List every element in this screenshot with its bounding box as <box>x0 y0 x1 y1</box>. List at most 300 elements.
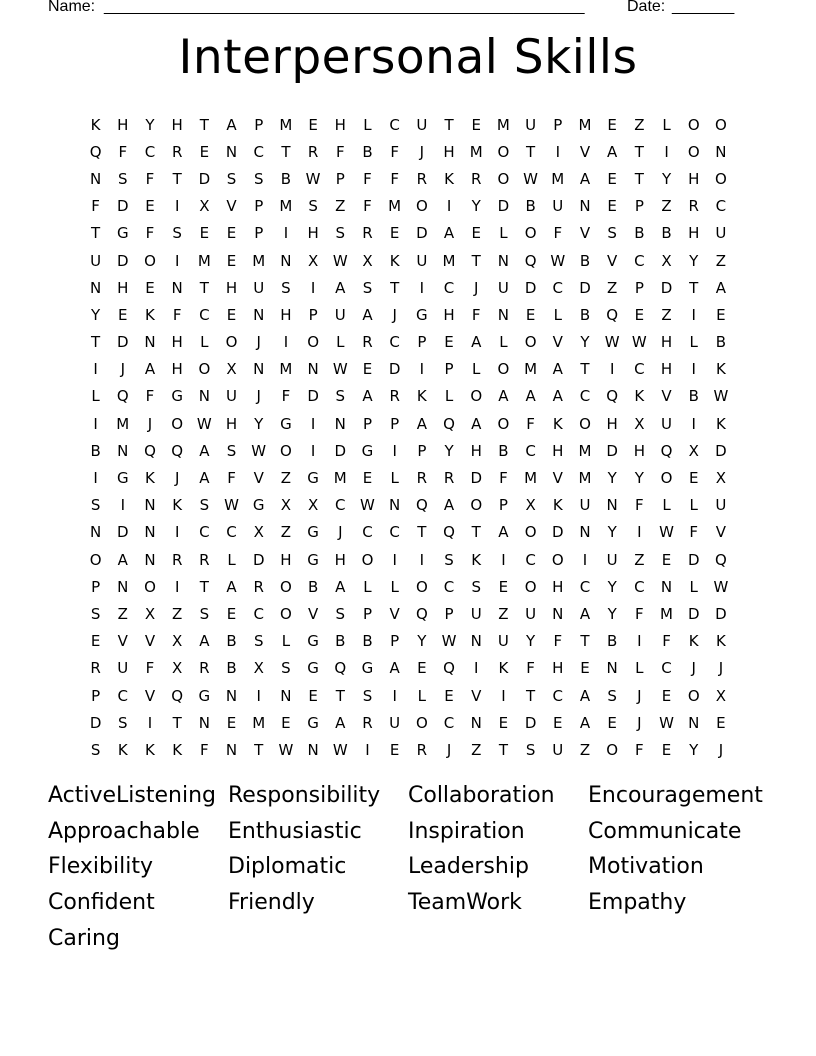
grid-letter[interactable]: A <box>362 305 373 324</box>
grid-letter[interactable]: A <box>335 577 346 596</box>
grid-letter[interactable]: E <box>145 197 155 216</box>
grid-letter[interactable]: P <box>308 305 318 324</box>
grid-letter[interactable]: U <box>253 278 265 297</box>
grid-letter[interactable]: B <box>362 142 373 161</box>
grid-letter[interactable]: E <box>716 305 726 324</box>
grid-letter[interactable]: H <box>307 224 319 243</box>
grid-letter[interactable]: S <box>444 550 454 569</box>
grid-letter[interactable]: A <box>443 496 455 515</box>
grid-letter[interactable]: E <box>226 251 237 270</box>
grid-letter[interactable]: E <box>716 713 726 732</box>
grid-letter[interactable]: A <box>552 360 563 379</box>
grid-letter[interactable]: M <box>388 197 402 216</box>
grid-letter[interactable]: I <box>147 713 153 732</box>
grid-letter[interactable]: Q <box>443 414 455 433</box>
grid-letter[interactable]: N <box>117 441 129 460</box>
grid-letter[interactable]: O <box>470 496 483 515</box>
grid-letter[interactable]: N <box>253 360 265 379</box>
grid-letter[interactable]: Z <box>661 305 672 324</box>
grid-letter[interactable]: O <box>144 577 156 596</box>
grid-letter[interactable]: M <box>578 441 592 460</box>
grid-letter[interactable]: V <box>661 387 672 406</box>
grid-letter[interactable]: O <box>497 169 510 188</box>
grid-letter[interactable]: V <box>715 523 727 542</box>
grid-letter[interactable]: I <box>555 142 560 161</box>
grid-letter[interactable]: H <box>552 577 564 596</box>
grid-letter[interactable]: C <box>443 713 455 732</box>
grid-letter[interactable]: N <box>497 251 510 270</box>
grid-letter[interactable]: U <box>90 251 102 270</box>
grid-letter[interactable]: E <box>226 713 237 732</box>
grid-letter[interactable]: L <box>417 686 427 705</box>
grid-letter[interactable]: D <box>89 713 102 732</box>
grid-letter[interactable]: C <box>715 197 727 216</box>
grid-letter[interactable]: Z <box>715 251 727 270</box>
grid-letter[interactable]: T <box>91 333 101 352</box>
grid-letter[interactable]: A <box>335 278 346 297</box>
grid-letter[interactable]: H <box>117 115 129 134</box>
grid-letter[interactable]: H <box>280 550 292 569</box>
grid-letter[interactable]: R <box>253 577 264 596</box>
grid-letter[interactable]: J <box>474 278 479 297</box>
grid-letter[interactable]: Z <box>117 604 128 623</box>
grid-letter[interactable]: F <box>689 523 699 542</box>
grid-letter[interactable]: S <box>199 496 210 515</box>
grid-letter[interactable]: W <box>550 251 566 270</box>
grid-letter[interactable]: W <box>659 523 674 542</box>
grid-letter[interactable]: F <box>390 142 399 161</box>
grid-letter[interactable]: F <box>145 387 155 406</box>
grid-letter[interactable]: F <box>145 224 155 243</box>
grid-letter[interactable]: Z <box>498 604 509 623</box>
grid-letter[interactable]: B <box>661 224 672 243</box>
grid-letter[interactable]: E <box>362 469 373 488</box>
grid-letter[interactable]: B <box>634 224 645 243</box>
grid-letter[interactable]: X <box>715 686 727 705</box>
date-blank[interactable]: _______ <box>672 0 735 15</box>
grid-letter[interactable]: C <box>253 142 264 161</box>
grid-letter[interactable]: D <box>715 604 727 623</box>
grid-letter[interactable]: Y <box>689 740 699 759</box>
grid-letter[interactable]: F <box>363 197 372 216</box>
grid-letter[interactable]: K <box>145 469 155 488</box>
grid-letter[interactable]: R <box>90 659 101 678</box>
grid-letter[interactable]: S <box>253 169 264 188</box>
grid-letter[interactable]: E <box>145 278 155 297</box>
grid-letter[interactable]: Q <box>443 659 455 678</box>
grid-letter[interactable]: P <box>254 115 264 134</box>
grid-letter[interactable]: T <box>172 713 182 732</box>
grid-letter[interactable]: A <box>199 441 210 460</box>
grid-letter[interactable]: K <box>444 169 454 188</box>
grid-letter[interactable]: V <box>552 333 563 352</box>
grid-letter[interactable]: B <box>307 577 319 596</box>
grid-letter[interactable]: O <box>579 414 591 433</box>
grid-letter[interactable]: X <box>253 523 264 542</box>
grid-letter[interactable]: B <box>688 387 699 406</box>
grid-letter[interactable]: B <box>525 197 536 216</box>
grid-letter[interactable]: H <box>225 414 238 433</box>
grid-letter[interactable]: F <box>118 142 128 161</box>
grid-letter[interactable]: M <box>660 604 673 623</box>
grid-letter[interactable]: J <box>147 414 153 433</box>
grid-letter[interactable]: P <box>498 496 508 515</box>
grid-letter[interactable]: Y <box>417 632 427 651</box>
grid-letter[interactable]: P <box>444 604 454 623</box>
grid-letter[interactable]: C <box>579 387 591 406</box>
grid-letter[interactable]: S <box>118 713 128 732</box>
grid-letter[interactable]: G <box>307 713 319 732</box>
grid-letter[interactable]: M <box>578 115 592 134</box>
grid-letter[interactable]: I <box>392 686 397 705</box>
grid-letter[interactable]: K <box>552 414 563 433</box>
grid-letter[interactable]: F <box>526 659 535 678</box>
grid-letter[interactable]: L <box>553 305 562 324</box>
grid-letter[interactable]: R <box>471 169 482 188</box>
grid-letter[interactable]: I <box>609 360 615 379</box>
grid-letter[interactable]: F <box>390 169 399 188</box>
grid-letter[interactable]: W <box>305 169 321 188</box>
grid-letter[interactable]: J <box>174 469 180 488</box>
grid-letter[interactable]: H <box>470 441 482 460</box>
grid-letter[interactable]: I <box>419 550 425 569</box>
grid-letter[interactable]: C <box>443 577 455 596</box>
grid-letter[interactable]: C <box>199 523 210 542</box>
grid-letter[interactable]: B <box>607 632 618 651</box>
grid-letter[interactable]: E <box>444 686 454 705</box>
grid-letter[interactable]: T <box>417 523 427 542</box>
grid-letter[interactable]: X <box>715 469 727 488</box>
grid-letter[interactable]: X <box>634 414 645 433</box>
grid-letter[interactable]: Q <box>443 523 455 542</box>
grid-letter[interactable]: H <box>171 333 183 352</box>
grid-letter[interactable]: I <box>174 251 180 270</box>
grid-letter[interactable]: E <box>389 740 400 759</box>
grid-letter[interactable]: Y <box>607 469 617 488</box>
grid-letter[interactable]: K <box>172 740 183 759</box>
grid-letter[interactable]: G <box>361 441 374 460</box>
grid-letter[interactable]: H <box>633 441 645 460</box>
grid-letter[interactable]: W <box>360 496 375 515</box>
grid-letter[interactable]: O <box>715 115 727 134</box>
grid-letter[interactable]: A <box>579 604 591 623</box>
grid-letter[interactable]: E <box>607 169 617 188</box>
grid-letter[interactable]: C <box>525 550 536 569</box>
grid-letter[interactable]: A <box>471 414 482 433</box>
grid-letter[interactable]: C <box>579 577 591 596</box>
grid-letter[interactable]: F <box>200 740 209 759</box>
grid-letter[interactable]: I <box>419 278 425 297</box>
grid-letter[interactable]: Q <box>606 305 619 324</box>
grid-letter[interactable]: W <box>224 496 239 515</box>
grid-letter[interactable]: A <box>579 686 591 705</box>
grid-letter[interactable]: M <box>469 142 483 161</box>
grid-letter[interactable]: H <box>171 360 183 379</box>
grid-letter[interactable]: A <box>498 523 509 542</box>
grid-letter[interactable]: U <box>606 550 618 569</box>
grid-letter[interactable]: W <box>196 414 212 433</box>
grid-letter[interactable]: W <box>659 713 674 732</box>
grid-letter[interactable]: N <box>715 142 727 161</box>
grid-letter[interactable]: A <box>552 387 563 406</box>
grid-letter[interactable]: A <box>117 550 128 569</box>
grid-letter[interactable]: Y <box>91 305 101 324</box>
grid-letter[interactable]: P <box>417 333 427 352</box>
grid-letter[interactable]: P <box>91 577 101 596</box>
grid-letter[interactable]: O <box>551 550 564 569</box>
grid-letter[interactable]: J <box>718 740 724 759</box>
grid-letter[interactable]: N <box>225 142 238 161</box>
grid-letter[interactable]: K <box>145 740 155 759</box>
grid-letter[interactable]: H <box>443 142 455 161</box>
grid-letter[interactable]: T <box>91 224 101 243</box>
grid-letter[interactable]: E <box>226 224 237 243</box>
grid-letter[interactable]: A <box>498 387 509 406</box>
grid-letter[interactable]: R <box>416 169 428 188</box>
grid-letter[interactable]: A <box>362 387 373 406</box>
grid-letter[interactable]: O <box>687 115 700 134</box>
grid-letter[interactable]: I <box>93 469 98 488</box>
grid-letter[interactable]: J <box>718 659 724 678</box>
grid-letter[interactable]: B <box>226 632 237 651</box>
grid-letter[interactable]: O <box>361 550 374 569</box>
grid-letter[interactable]: G <box>307 659 319 678</box>
grid-letter[interactable]: T <box>689 278 699 297</box>
grid-letter[interactable]: F <box>499 469 508 488</box>
grid-letter[interactable]: D <box>117 197 129 216</box>
grid-letter[interactable]: J <box>392 305 397 324</box>
grid-letter[interactable]: N <box>253 305 265 324</box>
grid-letter[interactable]: U <box>525 604 537 623</box>
grid-letter[interactable]: N <box>144 333 156 352</box>
grid-letter[interactable]: H <box>117 278 129 297</box>
grid-letter[interactable]: G <box>198 686 211 705</box>
grid-letter[interactable]: T <box>634 142 644 161</box>
grid-letter[interactable]: W <box>713 387 729 406</box>
grid-letter[interactable]: B <box>280 169 292 188</box>
grid-letter[interactable]: S <box>90 496 101 515</box>
grid-letter[interactable]: E <box>417 659 427 678</box>
grid-letter[interactable]: O <box>171 414 184 433</box>
grid-letter[interactable]: E <box>580 659 590 678</box>
grid-letter[interactable]: O <box>280 577 292 596</box>
grid-letter[interactable]: I <box>637 523 642 542</box>
grid-letter[interactable]: P <box>444 360 454 379</box>
grid-letter[interactable]: F <box>91 197 100 216</box>
grid-letter[interactable]: Q <box>715 550 727 569</box>
grid-letter[interactable]: C <box>335 496 346 515</box>
grid-letter[interactable]: Y <box>634 469 644 488</box>
grid-letter[interactable]: I <box>283 224 289 243</box>
grid-letter[interactable]: I <box>93 414 98 433</box>
grid-letter[interactable]: A <box>199 632 210 651</box>
grid-letter[interactable]: O <box>307 333 319 352</box>
grid-letter[interactable]: X <box>144 604 156 623</box>
grid-letter[interactable]: O <box>524 523 537 542</box>
grid-letter[interactable]: E <box>90 632 101 651</box>
grid-letter[interactable]: O <box>715 169 727 188</box>
grid-letter[interactable]: I <box>283 333 289 352</box>
grid-letter[interactable]: K <box>552 496 563 515</box>
grid-letter[interactable]: D <box>687 550 700 569</box>
grid-letter[interactable]: K <box>715 632 726 651</box>
grid-letter[interactable]: L <box>363 115 372 134</box>
grid-letter[interactable]: E <box>308 115 318 134</box>
grid-letter[interactable]: C <box>634 360 645 379</box>
grid-letter[interactable]: U <box>497 632 509 651</box>
grid-letter[interactable]: N <box>579 523 591 542</box>
grid-letter[interactable]: N <box>579 197 591 216</box>
grid-letter[interactable]: H <box>688 224 700 243</box>
grid-letter[interactable]: L <box>499 333 508 352</box>
grid-letter[interactable]: I <box>310 441 316 460</box>
grid-letter[interactable]: J <box>637 713 642 732</box>
grid-letter[interactable]: C <box>253 604 264 623</box>
grid-letter[interactable]: E <box>661 686 672 705</box>
grid-letter[interactable]: P <box>362 604 372 623</box>
grid-letter[interactable]: C <box>443 278 455 297</box>
grid-letter[interactable]: W <box>251 441 267 460</box>
grid-letter[interactable]: S <box>172 224 182 243</box>
grid-letter[interactable]: Y <box>145 115 155 134</box>
grid-letter[interactable]: H <box>660 360 673 379</box>
grid-letter[interactable]: V <box>389 604 400 623</box>
grid-letter[interactable]: Y <box>607 577 617 596</box>
grid-letter[interactable]: F <box>335 142 345 161</box>
grid-letter[interactable]: D <box>660 278 673 297</box>
grid-letter[interactable]: K <box>416 387 427 406</box>
grid-letter[interactable]: V <box>144 632 156 651</box>
grid-letter[interactable]: E <box>525 305 536 324</box>
grid-letter[interactable]: W <box>332 740 348 759</box>
grid-letter[interactable]: K <box>498 659 509 678</box>
grid-letter[interactable]: X <box>280 496 292 515</box>
grid-letter[interactable]: B <box>362 632 373 651</box>
grid-letter[interactable]: S <box>90 740 101 759</box>
grid-letter[interactable]: L <box>635 659 644 678</box>
grid-letter[interactable]: Z <box>172 604 183 623</box>
grid-letter[interactable]: A <box>335 713 346 732</box>
grid-letter[interactable]: O <box>89 550 102 569</box>
grid-letter[interactable]: I <box>582 550 588 569</box>
grid-letter[interactable]: U <box>661 414 673 433</box>
grid-letter[interactable]: U <box>389 713 401 732</box>
grid-letter[interactable]: E <box>498 577 509 596</box>
grid-letter[interactable]: F <box>172 305 182 324</box>
grid-letter[interactable]: L <box>390 577 399 596</box>
grid-letter[interactable]: S <box>226 441 237 460</box>
grid-letter[interactable]: V <box>117 632 128 651</box>
grid-letter[interactable]: Y <box>526 632 536 651</box>
grid-letter[interactable]: I <box>310 278 316 297</box>
grid-letter[interactable]: S <box>335 604 346 623</box>
grid-letter[interactable]: B <box>226 659 237 678</box>
grid-letter[interactable]: P <box>634 278 644 297</box>
grid-letter[interactable]: S <box>607 686 617 705</box>
grid-letter[interactable]: W <box>332 251 348 270</box>
grid-letter[interactable]: F <box>553 224 563 243</box>
grid-letter[interactable]: S <box>362 278 373 297</box>
grid-letter[interactable]: N <box>144 496 156 515</box>
grid-letter[interactable]: I <box>174 197 180 216</box>
grid-letter[interactable]: O <box>280 441 292 460</box>
grid-letter[interactable]: G <box>361 659 374 678</box>
grid-letter[interactable]: P <box>390 632 400 651</box>
grid-letter[interactable]: M <box>116 414 130 433</box>
grid-letter[interactable]: S <box>607 224 617 243</box>
grid-letter[interactable]: P <box>335 169 345 188</box>
grid-letter[interactable]: D <box>470 469 482 488</box>
grid-letter[interactable]: Z <box>579 740 591 759</box>
grid-letter[interactable]: V <box>607 251 618 270</box>
grid-letter[interactable]: A <box>607 142 618 161</box>
grid-letter[interactable]: X <box>661 251 672 270</box>
grid-letter[interactable]: O <box>524 333 537 352</box>
grid-letter[interactable]: I <box>256 686 261 705</box>
grid-letter[interactable]: A <box>144 360 156 379</box>
grid-letter[interactable]: J <box>256 387 261 406</box>
grid-letter[interactable]: P <box>362 414 372 433</box>
grid-letter[interactable]: H <box>334 115 346 134</box>
grid-letter[interactable]: U <box>525 115 537 134</box>
grid-letter[interactable]: E <box>498 713 509 732</box>
grid-letter[interactable]: F <box>471 305 481 324</box>
grid-letter[interactable]: T <box>580 360 590 379</box>
grid-letter[interactable]: G <box>416 305 428 324</box>
grid-letter[interactable]: Q <box>334 659 347 678</box>
grid-letter[interactable]: W <box>332 360 348 379</box>
grid-letter[interactable]: Y <box>580 333 590 352</box>
grid-letter[interactable]: K <box>117 740 128 759</box>
grid-letter[interactable]: C <box>117 686 129 705</box>
grid-letter[interactable]: Z <box>607 278 618 297</box>
grid-letter[interactable]: C <box>634 577 645 596</box>
grid-letter[interactable]: D <box>198 169 211 188</box>
grid-letter[interactable]: W <box>631 333 647 352</box>
grid-letter[interactable]: R <box>416 740 428 759</box>
grid-letter[interactable]: E <box>118 305 128 324</box>
grid-letter[interactable]: O <box>660 469 673 488</box>
grid-letter[interactable]: O <box>198 360 211 379</box>
grid-letter[interactable]: T <box>498 740 508 759</box>
grid-letter[interactable]: A <box>715 278 727 297</box>
grid-letter[interactable]: C <box>199 305 210 324</box>
grid-letter[interactable]: X <box>226 360 237 379</box>
grid-letter[interactable]: M <box>496 115 510 134</box>
grid-letter[interactable]: N <box>606 496 618 515</box>
grid-letter[interactable]: F <box>363 169 372 188</box>
grid-letter[interactable]: E <box>607 713 617 732</box>
grid-letter[interactable]: N <box>225 740 238 759</box>
grid-letter[interactable]: A <box>226 115 237 134</box>
grid-letter[interactable]: I <box>446 197 452 216</box>
grid-letter[interactable]: N <box>144 550 156 569</box>
grid-letter[interactable]: J <box>637 686 642 705</box>
grid-letter[interactable]: R <box>362 333 373 352</box>
grid-letter[interactable]: M <box>252 251 266 270</box>
grid-letter[interactable]: T <box>444 115 454 134</box>
grid-letter[interactable]: J <box>120 360 125 379</box>
grid-letter[interactable]: V <box>579 142 591 161</box>
grid-letter[interactable]: W <box>278 740 294 759</box>
grid-letter[interactable]: T <box>335 686 345 705</box>
grid-letter[interactable]: R <box>362 224 373 243</box>
grid-letter[interactable]: C <box>362 523 373 542</box>
grid-letter[interactable]: Y <box>471 197 481 216</box>
grid-letter[interactable]: B <box>498 441 509 460</box>
grid-letter[interactable]: P <box>417 441 427 460</box>
grid-letter[interactable]: X <box>362 251 373 270</box>
